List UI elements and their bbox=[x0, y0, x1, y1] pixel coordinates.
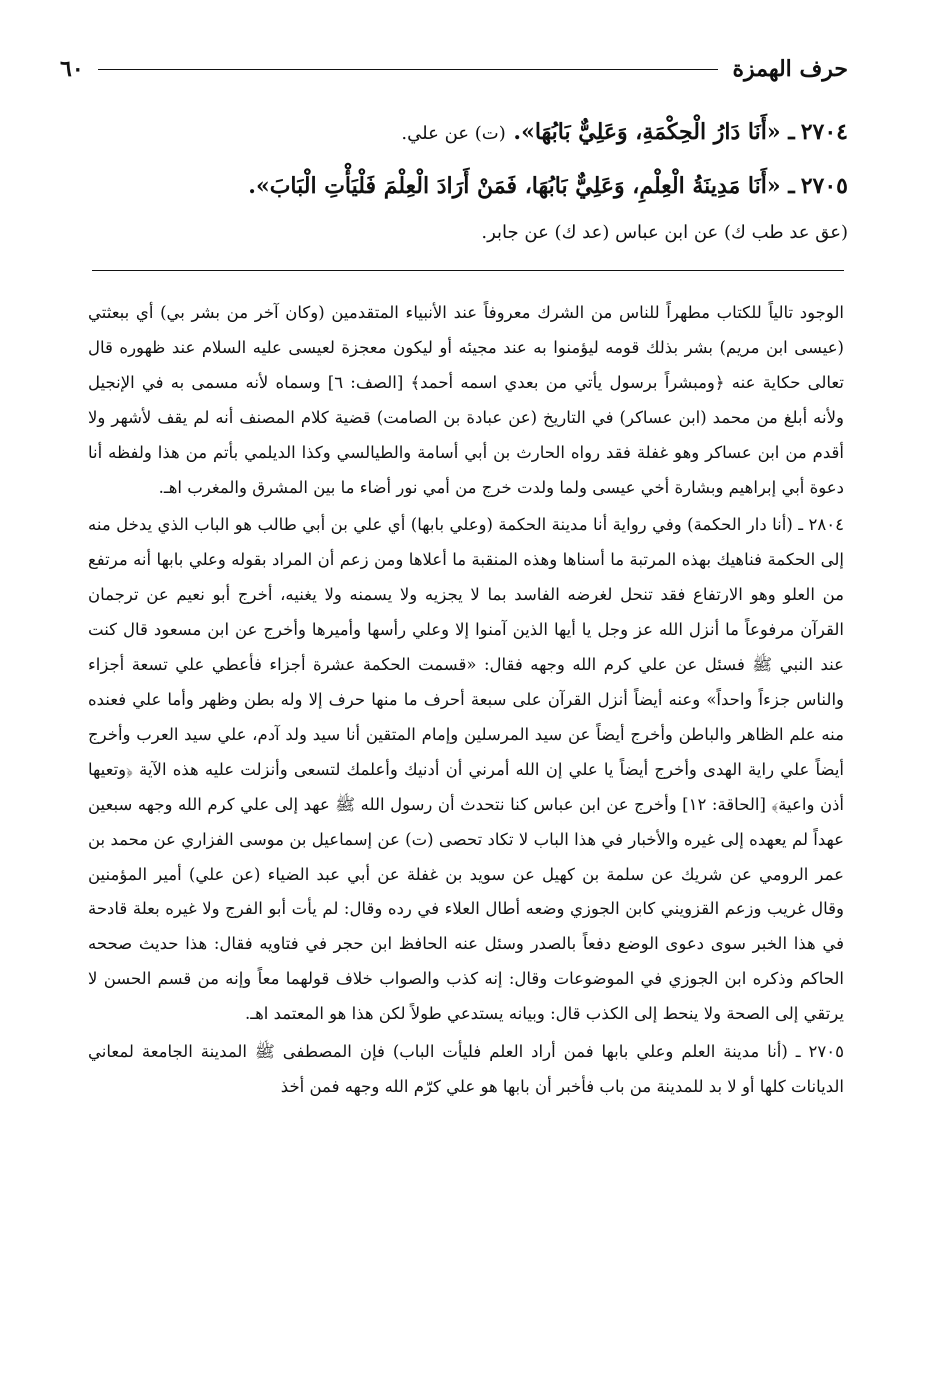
hadith-text: ـ «أَنَا مَدِينَةُ الْعِلْمِ، وَعَلِيٌّ بَابُهَا، فَمَنْ أَرَادَ الْعِلْمَ فَلْيَأْتِ الْبَابَ». bbox=[248, 173, 795, 199]
chapter-title: حرف الهمزة bbox=[732, 56, 848, 82]
commentary bbox=[88, 296, 844, 1105]
hadith-2705 bbox=[60, 166, 848, 206]
page-number: ٦٠ bbox=[60, 56, 84, 82]
commentary-paragraph-3: ٢٧٠٥ ـ (أنا مدينة العلم وعلي بابها فمن أراد العلم فليأت الباب) فإن المصطفى ﷺ المدينة الجامعة لمعاني الديانات كلها أو لا بد للمدينة من باب فأخبر أن بابها هو علي كرّم الله وجهه فمن أخذ bbox=[88, 1042, 844, 1096]
header-rule bbox=[98, 69, 719, 70]
hadith-number: ٢٧٠٥ bbox=[800, 173, 848, 199]
hadith-text: ـ «أَنَا دَارُ الْحِكْمَةِ، وَعَلِيٌّ بَابُهَا». bbox=[513, 119, 795, 145]
commentary-paragraph-1: الوجود تالياً للكتاب مطهراً للناس من الشرك معروفاً عند الأنبياء المتقدمين (وكان آخر من بشر بي) أي ببعثتي (عيسى ابن مريم) بشر بذلك قومه ليؤمنوا به عند مجيئه أو ليكون معجزة لعيسى عليه السلام عند ظهوره قال تعالى حكاية عنه ﴿ومبشراً برسول يأتي من بعدي اسمه أحمد﴾ [الصف: ٦] وسماه لأنه مسمى به في الإنجيل ولأنه أبلغ من محمد (ابن عساكر) في التاريخ (عن عبادة بن الصامت) قضية كلام المصنف أنه لم يقف لأشهر ولا أقدم من ابن عساكر وهو غفلة فقد رواه الحارث بن أبي أسامة والطيالسي وكذا الديلمي بأتم من هذا ولفظه أنا دعوة أبي إبراهيم وبشارة أخي عيسى ولما ولدت خرج من أمي نور أضاء ما بين المشرق والمغرب اهـ. bbox=[88, 303, 844, 497]
page-header bbox=[60, 52, 848, 86]
hadith-source: (ت) عن علي. bbox=[401, 123, 506, 144]
footnote-divider bbox=[92, 270, 844, 271]
hadith-number: ٢٧٠٤ bbox=[800, 119, 848, 145]
hadith-2705-sources: (عق عد طب ك) عن ابن عباس (عد ك) عن جابر. bbox=[481, 222, 848, 243]
hadith-2704 bbox=[60, 112, 848, 154]
commentary-paragraph-2: ٢٨٠٤ ـ (أنا دار الحكمة) وفي رواية أنا مدينة الحكمة (وعلي بابها) أي علي بن أبي طالب هو الباب الذي يدخل منه إلى الحكمة فناهيك بهذه المرتبة ما أسناها وهذه المنقبة ما أعلاها ومن زعم أن المراد بقوله وعلي بابها أنه مرتفع من العلو وهو الارتفاع فقد تنحل لغرضه الفاسد بما لا يجزيه ولا يسمنه ولا يغنيه، أخرج أبو نعيم عن ترجمان القرآن مرفوعاً ما أنزل الله عز وجل يا أيها الذين آمنوا إلا وعلي رأسها وأميرها وأخرج عن ابن مسعود قال كنت عند النبي ﷺ فسئل عن علي كرم الله وجهه فقال: «قسمت الحكمة عشرة أجزاء فأعطي علي تسعة أجزاء والناس جزءاً واحداً» وعنه أيضاً أنزل القرآن على سبعة أحرف ما منها حرف إلا وله بطن وظهر وأما علي فعنده منه علم الظاهر والباطن وأخرج أيضاً عن سيد المرسلين وإمام المتقين أنا سيد ولد آدم، علي سيد العرب وأخرج أيضاً علي راية الهدى وأخرج أيضاً يا علي إن الله أمرني أن أدنيك وأعلمك لتسعى وأنزلت عليه هذه الآية ﴿وتعيها أذن واعية﴾ [الحاقة: ١٢] وأخرج عن ابن عباس كنا نتحدث أن رسول الله ﷺ عهد إلى علي كرم الله وجهه سبعين عهداً لم يعهده إلى غيره والأخبار في هذا الباب لا تكاد تحصى (ت) عن إسماعيل بن موسى الفزاري عن محمد بن عمر الرومي عن شريك عن سلمة بن كهيل عن سويد بن غفلة عن أبي عبد الضياء (عن علي) أمير المؤمنين وقال غريب وزعم القزويني كابن الجوزي وضعه أطال العلاء في رده وقال: لم يأت أبو الفرج ولا غيره بعلة قادحة في هذا الخبر سوى دعوى الوضع دفعاً بالصدر وسئل عنه الحافظ ابن حجر في فتاويه فقال: هذا حديث صححه الحاكم وذكره ابن الجوزي في الموضوعات وقال: إنه كذب والصواب خلاف قولهما معاً وإنه من قسم الحسن لا يرتقي إلى الصحة ولا ينحط إلى الكذب قال: وبيانه يستدعي طولاً لكن هذا هو المعتمد اهـ. bbox=[88, 515, 844, 1024]
